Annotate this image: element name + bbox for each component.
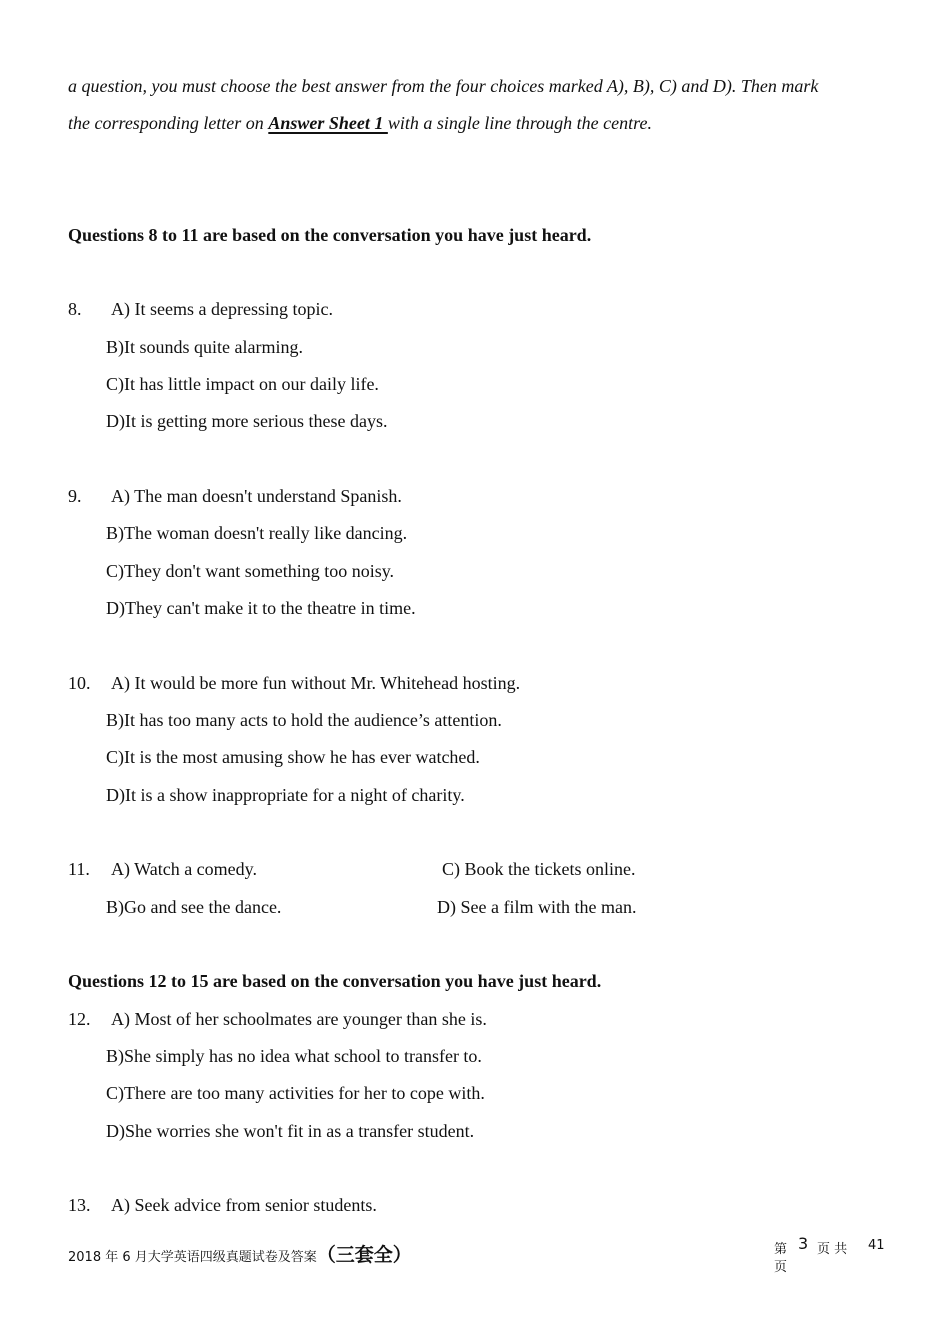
option-d: D)It is getting more serious these days. (106, 411, 388, 431)
answer-sheet-reference: Answer Sheet 1 (268, 113, 388, 133)
option-d: D)She worries she won't fit in as a transfer student. (106, 1121, 475, 1141)
option-b: B)It sounds quite alarming. (106, 337, 303, 357)
option-a: A) Watch a comedy. (111, 859, 257, 879)
footer-title-emphasis: （三套全） (316, 1244, 412, 1266)
instructions-line-2 (68, 113, 652, 134)
option-b: B)Go and see the dance. (106, 897, 282, 917)
option-c: C)It is the most amusing show he has ever watched. (106, 747, 480, 767)
page-label-suffix: 页 (774, 1260, 788, 1275)
footer-document-title (68, 1240, 412, 1267)
question-number: 11. (68, 859, 90, 879)
option-a: A) Most of her schoolmates are younger than she is. (111, 1009, 487, 1029)
option-b: B)The woman doesn't really like dancing. (106, 523, 408, 543)
question-number: 10. (68, 673, 91, 693)
option-a: A) Seek advice from senior students. (111, 1195, 377, 1215)
question-number: 13. (68, 1195, 91, 1215)
page-label-middle: 页 共 (817, 1242, 848, 1257)
instructions-text: the corresponding letter on (68, 113, 269, 133)
option-c: C)They don't want something too noisy. (106, 561, 395, 581)
question-number: 9. (68, 486, 82, 506)
option-d: D)It is a show inappropriate for a night of charity. (106, 785, 465, 805)
section-heading-12-15: Questions 12 to 15 are based on the conversation you have just heard. (68, 971, 602, 991)
page-label-prefix: 第 (774, 1242, 788, 1257)
page-total: 41 (868, 1238, 885, 1253)
page-number: 3 (798, 1234, 809, 1253)
option-b: B)It has too many acts to hold the audience’s attention. (106, 710, 502, 730)
option-d: D) See a film with the man. (437, 897, 637, 917)
footer-title-text: 2018 年 6 月大学英语四级真题试卷及答案 (68, 1250, 317, 1265)
option-a: A) The man doesn't understand Spanish. (111, 486, 402, 506)
instructions-text-end: with a single line through the centre. (387, 113, 652, 133)
section-heading-8-11: Questions 8 to 11 are based on the conversation you have just heard. (68, 225, 592, 245)
option-c: C)It has little impact on our daily life. (106, 374, 379, 394)
instructions-line-1: a question, you must choose the best answer from the four choices marked A), B), C) and D). Then mark (68, 76, 819, 96)
option-a: A) It would be more fun without Mr. Whitehead hosting. (111, 673, 521, 693)
option-c: C) Book the tickets online. (442, 859, 636, 879)
option-c: C)There are too many activities for her to cope with. (106, 1083, 485, 1103)
option-a: A) It seems a depressing topic. (111, 299, 333, 319)
option-d: D)They can't make it to the theatre in time. (106, 598, 416, 618)
question-number: 8. (68, 299, 82, 319)
option-b: B)She simply has no idea what school to transfer to. (106, 1046, 482, 1066)
question-number: 12. (68, 1009, 91, 1029)
